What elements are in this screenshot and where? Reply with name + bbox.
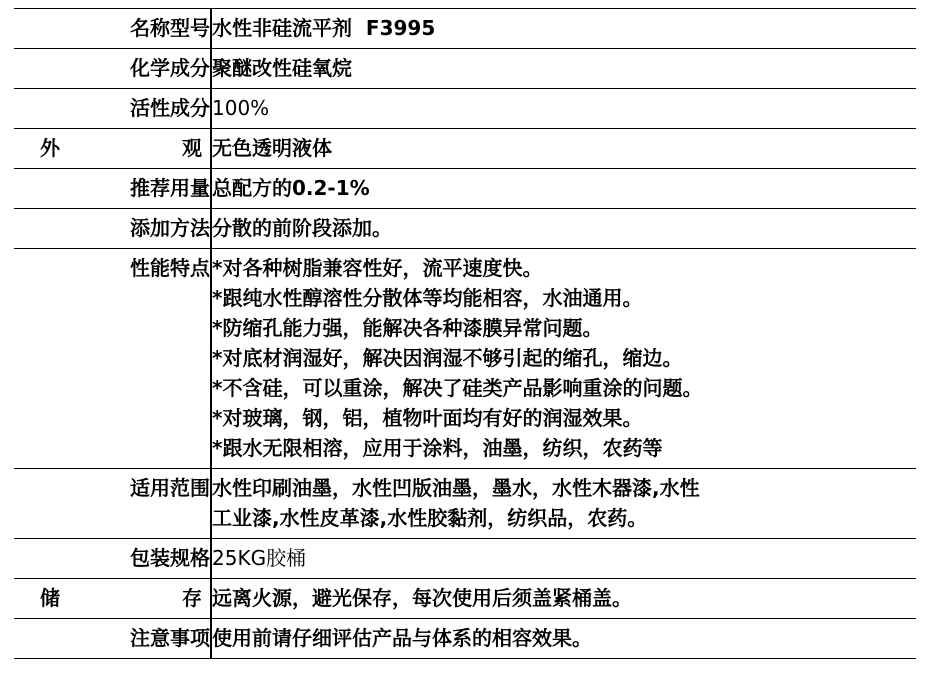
product-spec-table — [14, 8, 916, 659]
row-value-line: 远离火源，避光保存，每次使用后须盖紧桶盖。 — [212, 586, 632, 610]
row-value-line: 水性印刷油墨，水性凹版油墨，墨水，水性木器漆,水性 — [212, 476, 700, 500]
row-value — [211, 579, 916, 619]
row-label: 推荐用量 — [14, 169, 211, 209]
table-row — [14, 169, 916, 209]
row-value-line: 100% — [212, 96, 270, 120]
row-value-line: 使用前请仔细评估产品与体系的相容效果。 — [212, 626, 592, 650]
row-label: 名称型号 — [14, 9, 211, 49]
table-row — [14, 469, 916, 539]
table-row — [14, 579, 916, 619]
row-value-line: 聚醚改性硅氧烷 — [212, 56, 352, 80]
row-value-line: *跟纯水性醇溶性分散体等均能相容，水油通用。 — [212, 286, 643, 310]
row-value-line: *防缩孔能力强，能解决各种漆膜异常问题。 — [212, 316, 603, 340]
row-value — [211, 169, 916, 209]
row-label: 适用范围 — [14, 469, 211, 539]
row-value — [211, 469, 916, 539]
table-row — [14, 619, 916, 659]
row-value-line: 总配方的0.2-1% — [212, 176, 370, 200]
table-row — [14, 49, 916, 89]
row-value-line: 水性非硅流平剂 F3995 — [212, 16, 436, 40]
spec-table-body — [14, 9, 916, 659]
row-value-line: *对底材润湿好，解决因润湿不够引起的缩孔，缩边。 — [212, 346, 683, 370]
row-value-line: *对各种树脂兼容性好，流平速度快。 — [212, 256, 543, 280]
row-value — [211, 539, 916, 579]
table-row — [14, 539, 916, 579]
row-label: 活性成分 — [14, 89, 211, 129]
row-value — [211, 249, 916, 469]
row-label: 注意事项 — [14, 619, 211, 659]
table-row — [14, 89, 916, 129]
table-row — [14, 209, 916, 249]
table-row — [14, 249, 916, 469]
row-value-line: 25KG胶桶 — [212, 546, 307, 570]
row-label: 包装规格 — [14, 539, 211, 579]
row-value-line: *不含硅，可以重涂，解决了硅类产品影响重涂的问题。 — [212, 376, 703, 400]
table-row — [14, 9, 916, 49]
row-value — [211, 619, 916, 659]
row-label: 化学成分 — [14, 49, 211, 89]
table-row — [14, 129, 916, 169]
row-value-line: *跟水无限相溶，应用于涂料，油墨，纺织，农药等 — [212, 436, 663, 460]
row-value — [211, 49, 916, 89]
row-label: 储 存 — [14, 579, 211, 619]
row-value-line: 无色透明液体 — [212, 136, 332, 160]
row-label: 性能特点 — [14, 249, 211, 469]
row-value — [211, 129, 916, 169]
row-label: 添加方法 — [14, 209, 211, 249]
row-value — [211, 89, 916, 129]
row-value — [211, 209, 916, 249]
row-value-line: 工业漆,水性皮革漆,水性胶黏剂，纺织品，农药。 — [212, 506, 648, 530]
row-value — [211, 9, 916, 49]
row-label: 外 观 — [14, 129, 211, 169]
row-value-line: *对玻璃，钢，铝，植物叶面均有好的润湿效果。 — [212, 406, 643, 430]
row-value-line: 分散的前阶段添加。 — [212, 216, 392, 240]
